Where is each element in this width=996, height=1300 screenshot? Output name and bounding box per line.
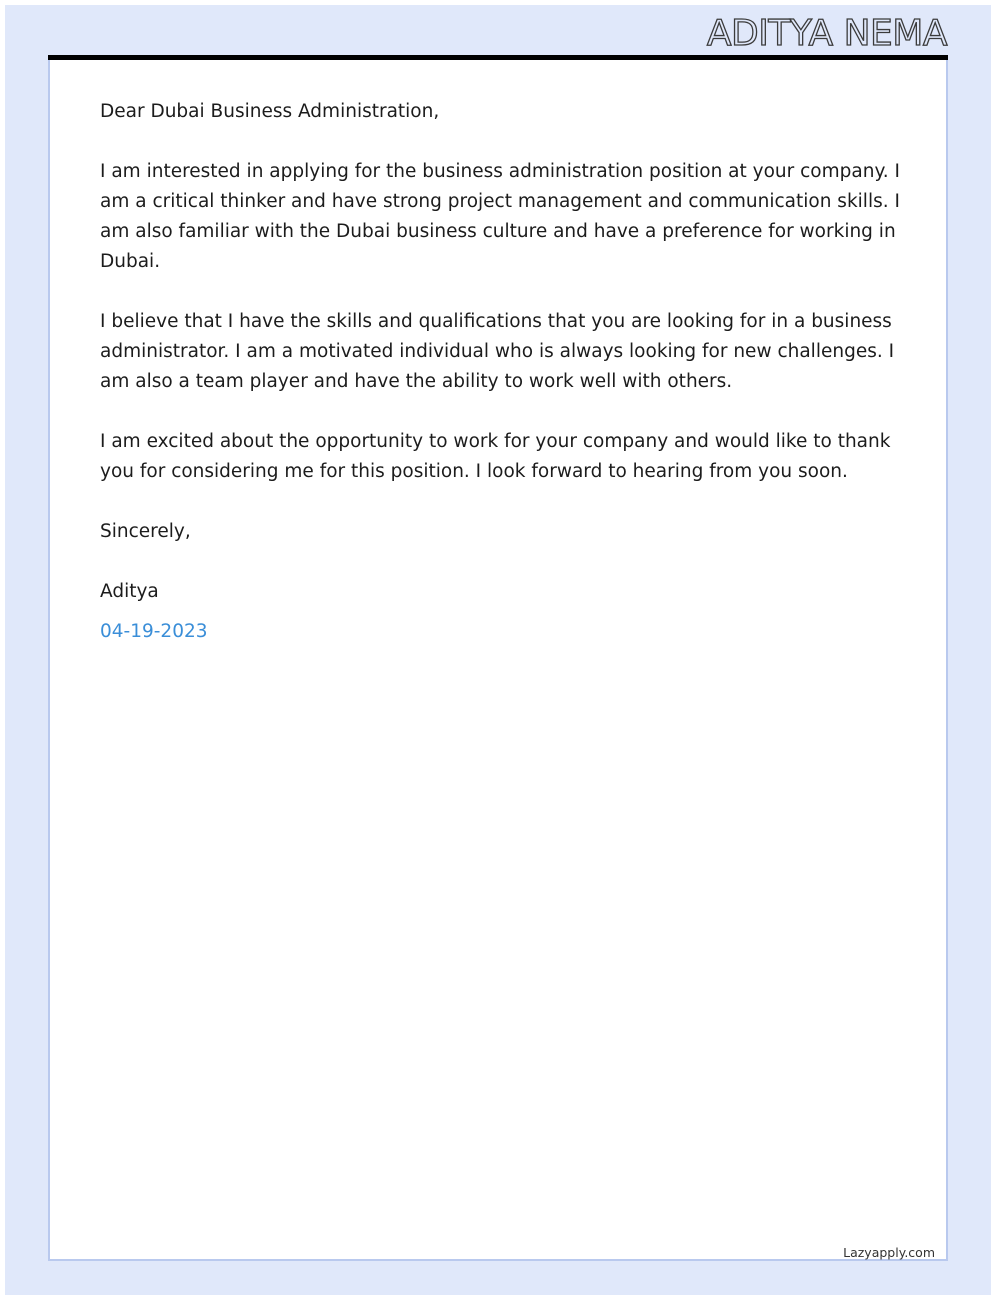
letter-closing: Sincerely, [100,521,191,542]
letter-date: 04-19-2023 [100,621,208,642]
letter-body [100,97,900,677]
watermark-link[interactable]: Lazyapply.com [843,1245,935,1260]
letter-paragraph: I am interested in applying for the business administration position at your company. I am a critical thinker and have strong project management and communication skills. I am also familiar with the Dubai business culture and have a preference for working in Dubai. [100,161,900,272]
letter-paragraph: I am excited about the opportunity to work for your company and would like to thank you for considering me for this position. I look forward to hearing from you soon. [100,431,891,482]
letter-paragraph: I believe that I have the skills and qualifications that you are looking for in a business administrator. I am a motivated individual who is always looking for new challenges. I am also a team player and have the ability to work well with others. [100,311,895,392]
letter-salutation: Dear Dubai Business Administration, [100,101,440,122]
header-name: ADITYA NEMA [706,13,947,54]
letter-signer: Aditya [100,581,159,602]
